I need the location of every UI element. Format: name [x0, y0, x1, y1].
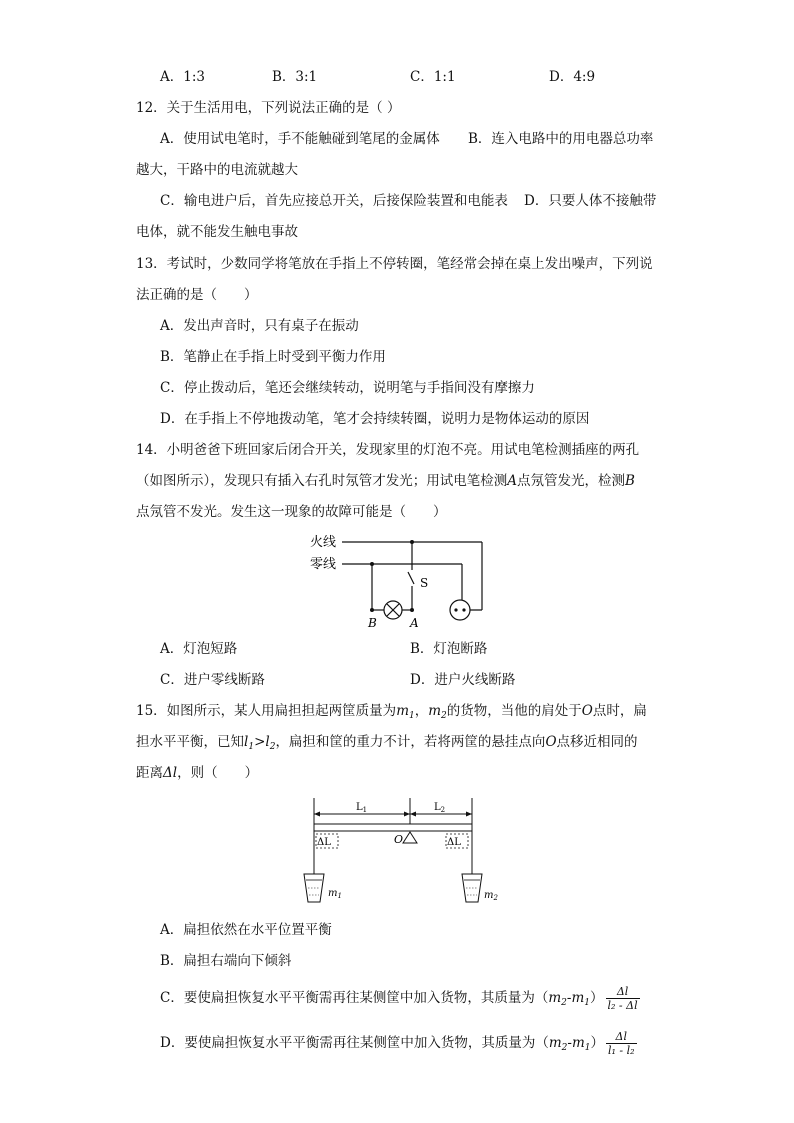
q15-stem-line1: 15．如图所示，某人用扁担担起两筐质量为$m_1$，$m_2$的货物，当他的肩处于O点时，扁 [136, 703, 647, 721]
q15-option-c-fraction: $\frac{\Delta l}{\text{l₂ - Δl}}$ [607, 985, 638, 1012]
q13-stem-line2: 法正确的是（ ） [136, 287, 258, 303]
q15-stem-line2: 担水平平衡，已知$l_1>l_2$，扁担和筐的重力不计，若将两筐的悬挂点向O点移近相同的 [136, 734, 638, 752]
q14-stem-line1: 14．小明爸爸下班回家后闭合开关，发现家里的灯泡不亮。用试电笔检测插座的两孔 [136, 442, 640, 458]
q14-stem-line2: （如图所示），发现只有插入右孔时氖管才发光；用试电笔检测A点氖管发光，检测B [136, 473, 635, 489]
q12-option-c: C．输电进户后，首先应接总开关，后接保险装置和电能表 [160, 193, 508, 209]
q11-option-c: C．1:1 [410, 69, 456, 85]
q15-option-b: B．扁担右端向下倾斜 [160, 953, 292, 969]
q14-option-c: C．进户零线断路 [160, 672, 265, 688]
l2-label: $L_2$ [434, 802, 446, 814]
m1-label: $m_1$ [328, 888, 342, 900]
q15-option-d-fraction: $\frac{\Delta l}{\text{l₁ - l₂}}$ [607, 1030, 635, 1057]
q11-option-d: D．4:9 [549, 69, 596, 85]
point-b-label: B [368, 616, 377, 630]
q14-circuit-diagram [300, 530, 500, 630]
delta-l-left-label: ΔL [317, 837, 331, 848]
q13-stem-line1: 13．考试时，少数同学将笔放在手指上不停转圈，笔经常会掉在桌上发出噪声，下列说 [136, 256, 653, 272]
q12-option-d-cont: 电体，就不能发生触电事故 [136, 224, 298, 240]
q15-option-d: D．要使扁担恢复水平平衡需再往某侧筐中加入货物，其质量为$(m_2-m_1)$ $\frac{\Delta l}{\text{l₁ - l₂}}$ [160, 1030, 635, 1057]
switch-icon [408, 572, 414, 584]
q13-option-b: B．笔静止在手指上时受到平衡力作用 [160, 349, 386, 365]
fulcrum-icon [403, 832, 417, 843]
q13-option-d: D．在手指上不停地拨动笔，笔才会持续转圈，说明力是物体运动的原因 [160, 411, 590, 427]
q12-option-d: D．只要人体不接触带 [524, 193, 657, 209]
carrying-pole [314, 824, 472, 831]
q13-option-c: C．停止拨动后，笔还会继续转动，说明笔与手指间没有摩擦力 [160, 380, 535, 396]
l1-label: $L_1$ [356, 802, 368, 814]
m2-label: $m_2$ [484, 890, 498, 902]
q11-option-a: A．1:3 [160, 69, 205, 85]
q15-option-c: C．要使扁担恢复水平平衡需再往某侧筐中加入货物，其质量为$(m_2-m_1)$ $\frac{\Delta l}{\text{l₂ - Δl}}$ [160, 985, 638, 1012]
q14-stem-line3: 点氖管不发光。发生这一现象的故障可能是（ ） [136, 504, 447, 520]
live-wire-label: 火线 [310, 535, 337, 550]
neutral-wire-label: 零线 [310, 557, 337, 572]
q14-option-d: D．进户火线断路 [410, 672, 516, 688]
point-a-label: A [410, 616, 419, 630]
socket-icon [450, 600, 470, 620]
q15-lever-diagram [300, 796, 500, 914]
q13-option-a: A．发出声音时，只有桌子在振动 [160, 318, 359, 334]
delta-l-right-label: ΔL [447, 837, 461, 848]
q14-option-b: B．灯泡断路 [410, 641, 488, 657]
q12-option-a: A．使用试电笔时，手不能触碰到笔尾的金属体 [160, 131, 440, 147]
q14-option-a: A．灯泡短路 [160, 641, 238, 657]
q12-option-b: B．连入电路中的用电器总功率 [468, 131, 654, 147]
q15-option-a: A．扁担依然在水平位置平衡 [160, 922, 332, 938]
q15-stem-line3: 距离Δl，则（ ） [136, 765, 259, 781]
pivot-o-label: O [394, 833, 404, 846]
q12-option-b-cont: 越大，干路中的电流就越大 [136, 162, 298, 178]
q11-option-b: B．3:1 [272, 69, 318, 85]
q12-stem: 12．关于生活用电，下列说法正确的是（ ） [136, 100, 401, 116]
switch-label: S [420, 576, 429, 590]
